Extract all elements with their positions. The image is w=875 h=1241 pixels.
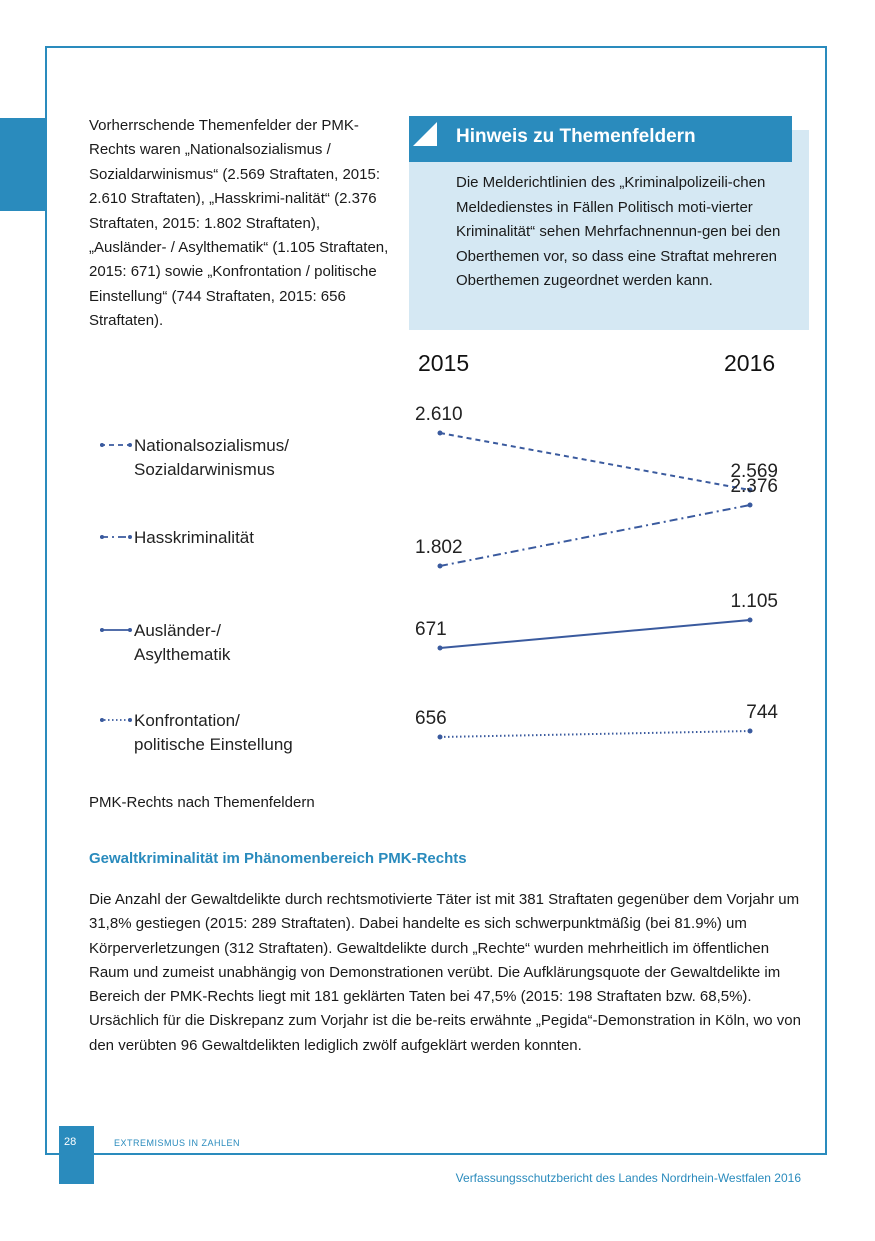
legend-marker (128, 628, 132, 632)
legend-marker (128, 443, 132, 447)
data-point (438, 564, 443, 569)
chart-caption: PMK-Rechts nach Themenfeldern (89, 794, 315, 811)
footer-section-title: EXTREMISMUS IN ZAHLEN (114, 1138, 241, 1148)
legend-marker (128, 718, 132, 722)
legend-label: Hasskriminalität (134, 528, 254, 547)
hint-title: Hinweis zu Themenfeldern (456, 126, 696, 147)
page-number: 28 (64, 1136, 77, 1148)
legend-marker (128, 535, 132, 539)
data-label: 1.802 (415, 537, 463, 558)
data-label: 744 (746, 702, 778, 723)
data-label: 2.610 (415, 404, 463, 425)
data-label: 2.569 (730, 461, 778, 482)
series-line (440, 620, 750, 648)
legend-marker (100, 718, 104, 722)
footer-publication: Verfassungsschutzbericht des Landes Nordrhein-Westfalen 2016 (455, 1171, 801, 1185)
legend-label: Nationalsozialismus/ (134, 436, 289, 455)
data-label: 1.105 (730, 591, 778, 612)
legend-label: Asylthematik (134, 645, 231, 664)
legend-label: Sozialdarwinismus (134, 460, 275, 479)
data-label: 2.376 (730, 476, 778, 497)
section-heading: Gewaltkriminalität im Phänomenbereich PMK-Rechts (89, 850, 467, 867)
hint-body: Die Melderichtlinien des „Kriminalpolizeili-chen Meldedienstes in Fällen Politisch moti-vierter Kriminalität“ sehen Mehrfachnennun-gen bei den Oberthemen vor, so dass eine Straftat mehreren Oberthemen zugeordnet werden kann. (456, 174, 781, 289)
data-point (748, 503, 753, 508)
series-line (440, 505, 750, 566)
data-label: 656 (415, 708, 447, 729)
legend-marker (100, 628, 104, 632)
legend-label: Konfrontation/ (134, 711, 240, 730)
data-point (748, 618, 753, 623)
data-label: 671 (415, 619, 447, 640)
series-line (440, 731, 750, 737)
series-line (440, 433, 750, 490)
year-label-2016: 2016 (724, 350, 776, 376)
legend-marker (100, 535, 104, 539)
body-paragraph: Die Anzahl der Gewaltdelikte durch rechtsmotivierte Täter ist mit 381 Straftaten gegenüber dem Vorjahr um 31,8% gestiegen (2015: 289 Straftaten). Dabei handelte es sich schwerpunktmäßig (bei 81.9%) um Körperverletzungen (312 Straftaten). Gewaltdelikte durch „Rechte“ wurden mehrheitlich im öffentlichen Raum und zumeist unabhängig von Demonstrationen verübt. Die Aufklärungsquote der Gewaltdelikte im Bereich der PMK-Rechts liegt mit 181 geklärten Taten bei 47,5% (2015: 198 Straftaten bzw. 68,5%). Ursächlich für die Diskrepanz zum Vorjahr ist die be-reits erwähnte „Pegida“-Demonstration in Köln, wo von den verübten 96 Gewaltdelikten lediglich zwölf aufgeklärt werden konnten. (89, 891, 801, 1054)
data-point (748, 729, 753, 734)
legend-label: politische Einstellung (134, 735, 293, 754)
data-point (438, 646, 443, 651)
legend-label: Ausländer-/ (134, 621, 221, 640)
year-label-2015: 2015 (418, 350, 470, 376)
legend-marker (100, 443, 104, 447)
data-point (438, 431, 443, 436)
page-number-box (59, 1126, 94, 1184)
data-point (438, 735, 443, 740)
intro-paragraph: Vorherrschende Themenfelder der PMK-Rechts waren „Nationalsozialismus / Sozialdarwinismus“ (2.569 Straftaten, 2015: 2.610 Straftaten), „Hasskrimi-nalität“ (2.376 Straftaten, 2015: 1.802 Straftaten), „Ausländer- / Asylthematik“ (1.105 Straftaten, 2015: 671) sowie „Konfrontation / politische Einstellung“ (744 Straftaten, 2015: 656 Straftaten). (89, 117, 389, 330)
